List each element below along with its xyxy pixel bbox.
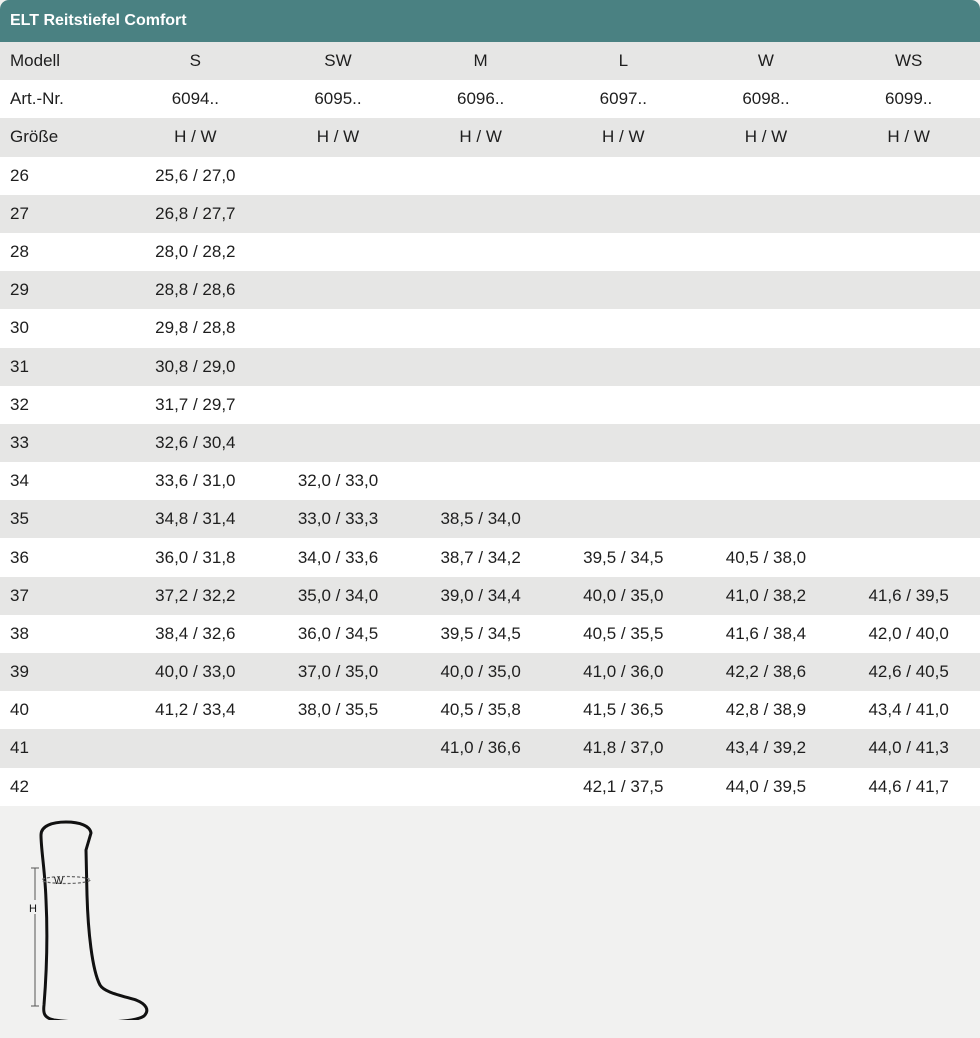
header-cell: 6098.. [742,89,790,109]
table-row [0,729,980,767]
measurement-cell [695,233,838,271]
table-row [0,462,980,500]
size-label: 37 [10,585,29,605]
measurement-cell [409,424,552,462]
measurement-cell [837,309,980,347]
measurement-cell: 39,5 / 34,5 [440,623,521,643]
measurement-cell [837,386,980,424]
size-label: 30 [10,318,29,338]
measurement-cell: 36,0 / 31,8 [155,547,236,567]
size-label: 32 [10,394,29,414]
header-cell: 6099.. [885,89,933,109]
measurement-cell: 30,8 / 29,0 [155,356,236,376]
measurement-cell [267,386,410,424]
header-cell: H / W [887,127,930,147]
size-label: 41 [10,738,29,758]
measurement-cell: 38,5 / 34,0 [440,509,521,529]
width-measure-line [42,876,90,883]
measurement-cell [409,386,552,424]
size-label: 33 [10,432,29,452]
table-row [0,309,980,347]
measurement-cell [267,768,410,806]
measurement-cell: 26,8 / 27,7 [155,203,236,223]
measurement-cell [837,424,980,462]
measurement-cell: 41,6 / 38,4 [725,623,807,643]
table-row [0,500,980,538]
measurement-cell: 40,0 / 35,0 [440,662,521,682]
measurement-cell: 39,5 / 34,5 [583,547,664,567]
measurement-cell: 34,0 / 33,6 [297,547,379,567]
table-title-bar [0,0,980,42]
size-label: 34 [10,471,29,491]
measurement-cell [837,348,980,386]
header-cell: H / W [316,127,360,147]
measurement-cell [267,195,410,233]
table-row [0,577,980,615]
measurement-cell [409,768,552,806]
table-row [0,157,980,195]
height-label: H [29,902,37,915]
table-title: ELT Reitstiefel Comfort [10,12,187,29]
measurement-cell: 32,6 / 30,4 [155,432,236,452]
measurement-cell [837,157,980,195]
measurement-cell [695,348,838,386]
size-label: 36 [10,547,29,567]
measurement-cell: 43,4 / 41,0 [868,700,949,720]
measurement-cell [409,233,552,271]
measurement-cell: 28,8 / 28,6 [155,280,236,300]
measurement-cell [837,538,980,576]
measurement-cell [124,729,267,767]
measurement-cell [552,424,695,462]
measurement-cell [552,157,695,195]
measurement-cell: 33,6 / 31,0 [155,471,236,491]
measurement-cell: 44,6 / 41,7 [868,776,949,796]
measurement-cell: 42,2 / 38,6 [725,662,807,682]
header-cell: WS [894,51,923,71]
measurement-cell: 42,1 / 37,5 [583,776,664,796]
measurement-cell [267,271,410,309]
table-row [0,386,980,424]
measurement-cell [267,157,410,195]
measurement-cell [267,309,410,347]
size-label: 29 [10,280,29,300]
measurement-cell [552,271,695,309]
measurement-cell [267,424,410,462]
header-cell: 6096.. [457,89,505,109]
measurement-cell: 34,8 / 31,4 [155,509,236,529]
measurement-cell [695,157,838,195]
boot-outline [41,822,147,1020]
size-label: 42 [10,776,29,796]
measurement-cell [695,195,838,233]
size-table [0,42,980,806]
measurement-cell: 40,5 / 35,5 [583,623,664,643]
measurement-cell: 41,0 / 38,2 [725,585,807,605]
size-label: 35 [10,509,29,529]
measurement-cell [837,195,980,233]
measurement-cell: 38,0 / 35,5 [297,700,379,720]
header-cell: SW [324,51,352,71]
header-cell: 6097.. [599,89,647,109]
measurement-cell [837,500,980,538]
measurement-cell: 40,0 / 33,0 [155,662,236,682]
size-label: 38 [10,623,29,643]
header-cell: L [618,51,629,71]
table-row [0,691,980,729]
measurement-cell [552,195,695,233]
measurement-cell [695,424,838,462]
size-label: 27 [10,203,29,223]
measurement-cell: 40,5 / 35,8 [440,700,521,720]
measurement-cell: 31,7 / 29,7 [155,394,236,414]
header-cell: H / W [602,127,645,147]
measurement-cell: 44,0 / 39,5 [725,776,807,796]
measurement-cell: 37,2 / 32,2 [155,585,236,605]
measurement-cell [695,309,838,347]
table-row [0,348,980,386]
measurement-cell: 29,8 / 28,8 [155,318,236,338]
header-cell: S [189,51,201,71]
measurement-cell [695,500,838,538]
table-row [0,195,980,233]
measurement-cell [837,233,980,271]
header-cell: M [473,51,488,71]
header-row [0,42,980,80]
measurement-cell: 42,6 / 40,5 [868,662,949,682]
width-label: W [54,875,64,887]
measurement-cell [552,386,695,424]
table-row [0,538,980,576]
size-label: 28 [10,242,29,262]
measurement-cell: 42,0 / 40,0 [868,623,949,643]
table-row [0,424,980,462]
measurement-cell [552,500,695,538]
table-row [0,271,980,309]
header-cell: W [757,51,774,71]
measurement-cell [552,233,695,271]
measurement-cell [695,462,838,500]
measurement-cell: 28,0 / 28,2 [155,242,236,262]
header-cell: H / W [459,127,502,147]
measurement-cell: 40,5 / 38,0 [725,547,807,567]
row-header-label: Art.-Nr. [10,89,64,109]
table-row [0,768,980,806]
header-row [0,118,980,156]
header-cell: 6094.. [171,89,219,109]
size-label: 40 [10,700,29,720]
header-row [0,80,980,118]
measurement-cell [695,386,838,424]
measurement-cell: 43,4 / 39,2 [725,738,807,758]
measurement-cell [124,768,267,806]
table-row [0,653,980,691]
measurement-cell: 41,6 / 39,5 [868,585,949,605]
measurement-cell: 32,0 / 33,0 [297,471,379,491]
measurement-cell [552,462,695,500]
measurement-cell [409,271,552,309]
measurement-cell [552,309,695,347]
size-label: 39 [10,662,29,682]
header-cell: 6095.. [314,89,362,109]
measurement-cell [552,348,695,386]
measurement-cell [409,157,552,195]
measurement-cell: 42,8 / 38,9 [725,700,807,720]
measurement-cell [409,309,552,347]
boot-measurement-diagram [24,820,154,1020]
boot-diagram-area [0,806,980,1034]
measurement-cell: 36,0 / 34,5 [297,623,379,643]
size-label: 26 [10,165,29,185]
measurement-cell: 44,0 / 41,3 [868,738,949,758]
measurement-cell: 40,0 / 35,0 [583,585,664,605]
measurement-cell [837,271,980,309]
measurement-cell: 38,7 / 34,2 [440,547,521,567]
measurement-cell [409,462,552,500]
row-header-label: Modell [10,51,61,71]
measurement-cell: 33,0 / 33,3 [297,509,379,529]
measurement-cell [695,271,838,309]
measurement-cell: 38,4 / 32,6 [155,623,236,643]
header-cell: H / W [744,127,788,147]
measurement-cell: 41,0 / 36,0 [583,662,664,682]
measurement-cell [409,348,552,386]
table-row [0,233,980,271]
measurement-cell [837,462,980,500]
measurement-cell: 25,6 / 27,0 [155,165,236,185]
size-label: 31 [10,356,29,376]
measurement-cell: 41,0 / 36,6 [440,738,521,758]
measurement-cell: 35,0 / 34,0 [297,585,379,605]
measurement-cell: 41,2 / 33,4 [155,700,236,720]
measurement-cell: 41,8 / 37,0 [583,738,664,758]
measurement-cell: 41,5 / 36,5 [583,700,664,720]
measurement-cell [267,729,410,767]
measurement-cell [267,233,410,271]
measurement-cell [267,348,410,386]
measurement-cell: 37,0 / 35,0 [297,662,379,682]
measurement-cell: 39,0 / 34,4 [440,585,521,605]
measurement-cell [409,195,552,233]
table-row [0,615,980,653]
row-header-label: Größe [10,127,59,147]
header-cell: H / W [174,127,217,147]
